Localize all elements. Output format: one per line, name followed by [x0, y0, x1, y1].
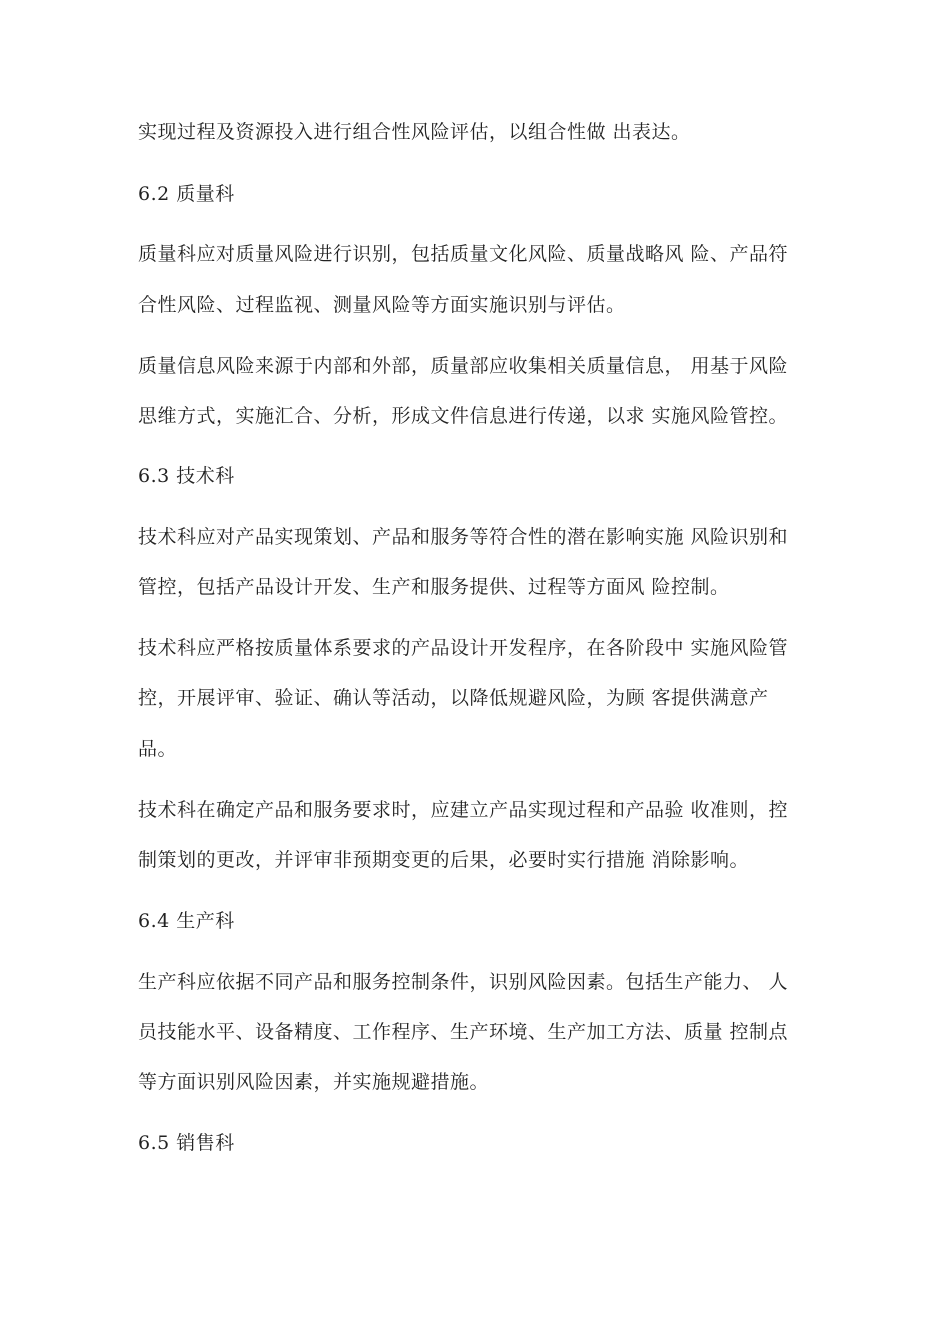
paragraph-line: 技术科应对产品实现策划、产品和服务等符合性的潜在影响实施 风险识别和: [138, 526, 789, 548]
paragraph-line: 管控，包括产品设计开发、生产和服务提供、过程等方面风 险控制。: [138, 576, 730, 598]
paragraph-line: 制策划的更改，并评审非预期变更的后果，必要时实行措施 消除影响。: [138, 849, 750, 871]
section-heading-6-5: 6.5 销售科: [138, 1132, 235, 1154]
paragraph-line: 合性风险、过程监视、测量风险等方面实施识别与评估。: [138, 294, 626, 316]
paragraph-line: 技术科应严格按质量体系要求的产品设计开发程序，在各阶段中 实施风险管: [138, 637, 789, 659]
paragraph-line: 质量信息风险来源于内部和外部，质量部应收集相关质量信息， 用基于风险: [138, 355, 789, 377]
paragraph-line: 实现过程及资源投入进行组合性风险评估，以组合性做 出表达。: [138, 121, 691, 143]
paragraph-line: 技术科在确定产品和服务要求时，应建立产品实现过程和产品验 收准则，控: [138, 799, 789, 821]
section-heading-6-2: 6.2 质量科: [138, 183, 235, 205]
paragraph-line: 品。: [138, 738, 178, 760]
paragraph-line: 员技能水平、设备精度、工作程序、生产环境、生产加工方法、质量 控制点: [138, 1021, 789, 1043]
paragraph-line: 思维方式，实施汇合、分析，形成文件信息进行传递，以求 实施风险管控。: [138, 405, 789, 427]
paragraph-line: 控，开展评审、验证、确认等活动，以降低规避风险，为顾 客提供满意产: [138, 687, 769, 709]
paragraph-line: 质量科应对质量风险进行识别，包括质量文化风险、质量战略风 险、产品符: [138, 243, 789, 265]
section-heading-6-3: 6.3 技术科: [138, 465, 235, 487]
paragraph-line: 生产科应依据不同产品和服务控制条件，识别风险因素。包括生产能力、 人: [138, 971, 789, 993]
section-heading-6-4: 6.4 生产科: [138, 910, 235, 932]
paragraph-line: 等方面识别风险因素，并实施规避措施。: [138, 1071, 490, 1093]
